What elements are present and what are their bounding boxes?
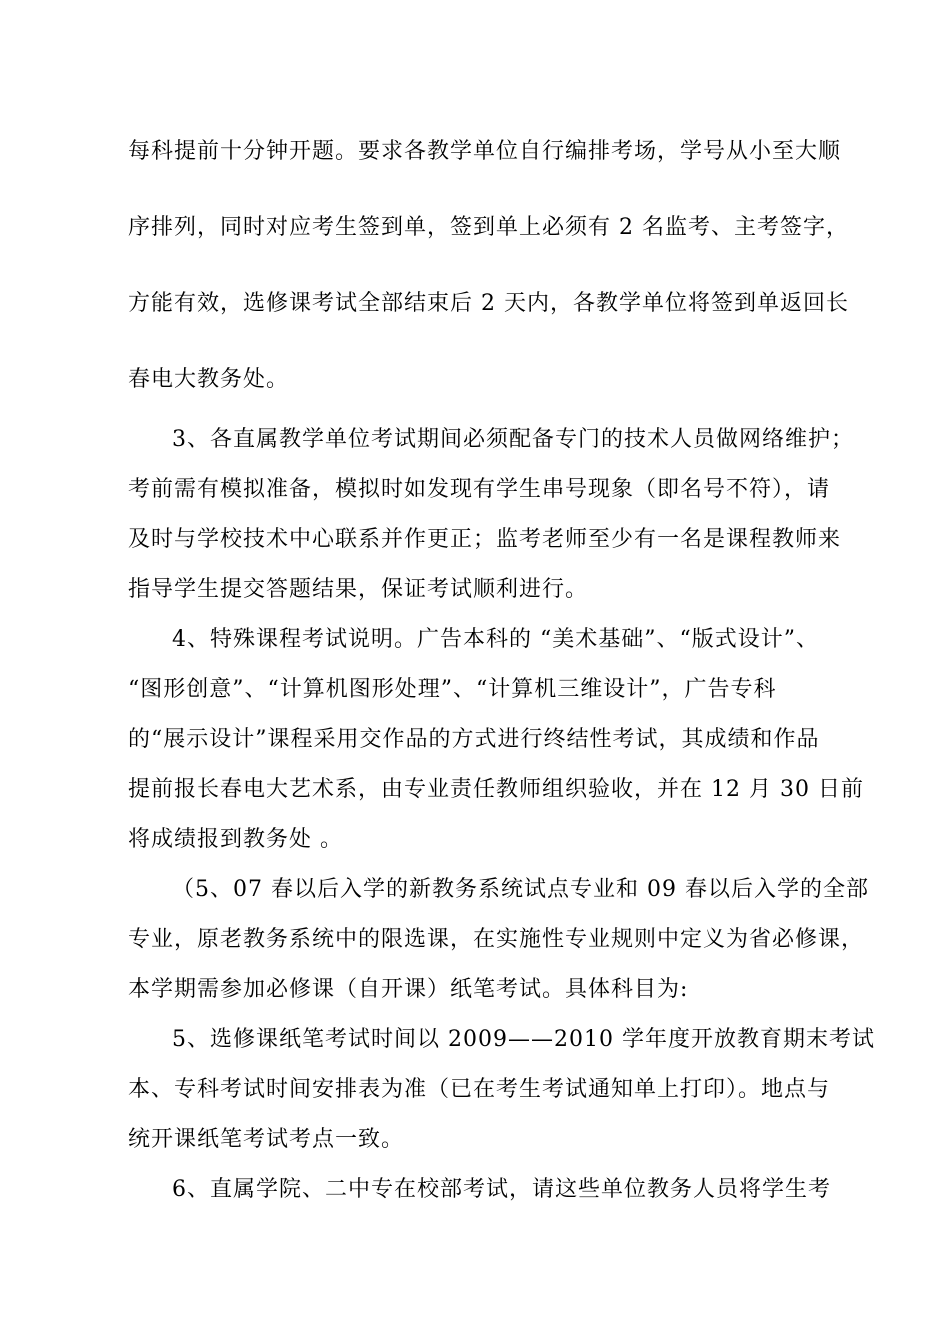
text-line-17: 5、选修课纸笔考试时间以 2009——2010 学年度开放教育期末考试 (172, 1027, 875, 1052)
text-line-13: 将成绩报到教务处 。 (128, 827, 343, 852)
text-line-18: 本、专科考试时间安排表为准（已在考生考试通知单上打印）。地点与 (128, 1077, 831, 1102)
text-line-15: 专业，原老教务系统中的限选课，在实施性专业规则中定义为省必修课， (128, 927, 865, 952)
text-line-19: 统开课纸笔考试考点一致。 (128, 1127, 405, 1152)
text-line-9: 4、特殊课程考试说明。广告本科的 “美术基础”、“版式设计”、 (172, 627, 819, 652)
text-line-3: 方能有效，选修课考试全部结束后 2 天内，各教学单位将签到单返回长 (128, 291, 849, 316)
text-line-16: 本学期需参加必修课（自开课）纸笔考试。具体科目为: (128, 977, 689, 1002)
text-line-1: 每科提前十分钟开题。要求各教学单位自行编排考场，学号从小至大顺 (128, 139, 842, 164)
text-line-8: 指导学生提交答题结果，保证考试顺利进行。 (128, 577, 589, 602)
text-line-4: 春电大教务处。 (128, 367, 290, 392)
text-line-6: 考前需有模拟准备，模拟时如发现有学生串号现象（即名号不符），请 (128, 477, 831, 502)
text-line-20: 6、直属学院、二中专在校部考试，请这些单位教务人员将学生考 (172, 1177, 831, 1202)
text-line-12: 提前报长春电大艺术系，由专业责任教师组织验收，并在 12 月 30 日前 (128, 777, 864, 802)
text-line-7: 及时与学校技术中心联系并作更正；监考老师至少有一名是课程教师来 (128, 527, 842, 552)
text-line-14: （5、07 春以后入学的新教务系统试点专业和 09 春以后入学的全部 (172, 877, 869, 902)
text-line-11: 的“展示设计”课程采用交作品的方式进行终结性考试，其成绩和作品 (128, 727, 820, 752)
text-line-10: “图形创意”、“计算机图形处理”、“计算机三维设计”，广告专科 (128, 677, 777, 702)
text-line-2: 序排列，同时对应考生签到单，签到单上必须有 2 名监考、主考签字， (128, 215, 849, 240)
text-line-5: 3、各直属教学单位考试期间必须配备专门的技术人员做网络维护； (172, 427, 854, 452)
